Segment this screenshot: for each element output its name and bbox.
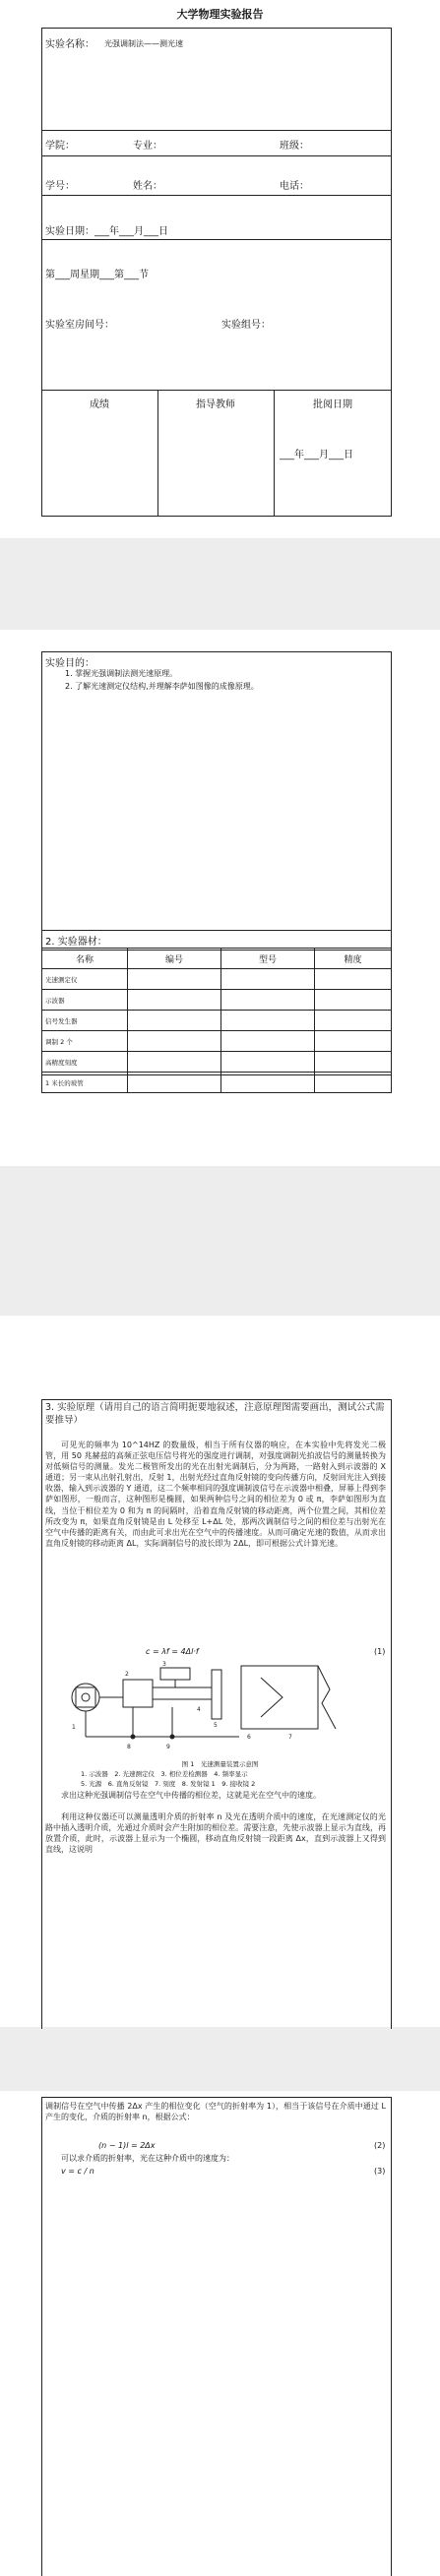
table-header-row [42, 949, 392, 969]
date-label: 实验日期：___年___月___日 [45, 226, 168, 237]
phone-label: 电话： [280, 181, 309, 192]
svg-text:6: 6 [247, 1734, 251, 1741]
col-name: 名称 [42, 949, 128, 969]
formula-3: v = c / n [61, 2167, 94, 2176]
review-date-header: 批阅日期 [313, 399, 352, 410]
figure-caption: 图 1 光速测量装置示意图 [181, 1760, 259, 1768]
class-label: 班级： [280, 141, 309, 152]
formula-2: (n − 1)l = 2Δx [98, 2141, 156, 2150]
table-row: 高精度刻度 [42, 1052, 392, 1073]
table-row: 信号发生器 [42, 1011, 392, 1031]
purpose-title: 实验目的： [45, 658, 94, 669]
week-label: 第___周星期___第___节 [45, 270, 149, 280]
svg-text:9: 9 [166, 1744, 170, 1750]
svg-text:7: 7 [288, 1734, 292, 1741]
equipment-title: 2. 实验器材： [45, 937, 107, 948]
svg-text:3: 3 [162, 1661, 166, 1668]
student-id-label: 学号： [45, 181, 75, 192]
purpose-box [41, 651, 392, 951]
principle-title: 3. 实验原理（请用自己的语言简明扼要地叙述，注意原理图需要画出，测试公式需要推导） [45, 1402, 385, 1426]
page-4 [0, 2091, 440, 2576]
col-number: 编号 [128, 949, 221, 969]
table-row: 光速测定仪 [42, 969, 392, 990]
experiment-name-value: 光强调制法——测光速 [104, 39, 183, 48]
principle-paragraph-1: 可见光的频率为 10^14HZ 的数量级，相当于所有仪器的响应，在本实验中先将发光二极管，用 50 兆赫兹的高频正弦电压信号将光的强度进行调制，对强度调制光拍波信号的测量转换为对低频信号的测量。发光二极管所发出的光在出射光调制后，分为两路，一路射入到示波器的 X 通道；另一束从出射孔射出，反射 1，出射光经过直角反射镜的变向传播方向，反射回光注入到接收器，输入到示波器的 Y 通道，这二个频率相同的强度调制波信号在示波器中相叠，屏幕上得到李萨如图形，一般而言，这种图形是椭圆，如果两种信号之间的相位差为 0 或 π，李萨如图形为直线，当位于相位差为 0 和为 π 的间隔时，沿着直角反射镜的移动距离，两个位置之间，其相位差所改变为 π，如果直角反射镜是由 L 处移至 L+ΔL 处，那两次调制信号之间的相位差与出射光在空气中传播的距离有关，而由此可求出光在空气中的传播速度。从而可确定光速的数值，从而求出直角反射镜的移动距离 ΔL，实际调制信号的波长即为 2ΔL，即可根据公式计算光速。 [45, 1441, 386, 1548]
experiment-name-label: 实验名称： [45, 39, 94, 50]
formula-2-description: 可以求介质的折射率，光在这种介质中的速度为： [61, 2154, 234, 2163]
figure-legend-1: 1. 示波器 2. 光速测定仪 3. 相位差检测器 4. 频率显示 [81, 1770, 248, 1778]
group-label: 实验组号： [221, 320, 271, 331]
svg-text:8: 8 [127, 1744, 131, 1750]
page-2 [0, 630, 440, 1166]
teacher-header: 指导教师 [196, 399, 235, 410]
table-row: 调制 2 个 [42, 1031, 392, 1052]
formula-2-number: (2) [374, 2141, 386, 2150]
svg-text:2: 2 [125, 1671, 129, 1678]
purpose-item-1: 1. 掌握光强调制法测光速原理。 [65, 669, 178, 678]
formula-3-number: (3) [374, 2167, 386, 2176]
grade-header: 成绩 [90, 399, 109, 410]
svg-text:1: 1 [72, 1724, 76, 1731]
svg-text:5: 5 [214, 1722, 218, 1729]
report-title: 大学物理实验报告 [176, 8, 264, 21]
formula-1: c = λf = 4Δl·f [146, 1647, 199, 1656]
principle-continued-paragraph: 调制信号在空气中传播 2Δx 产生的相位变化（空气的折射率为 1），相当于该信号在介质中通过 L 产生的变化，介质的折射率 n，根据公式： [45, 2102, 386, 2122]
svg-text:4: 4 [197, 1706, 201, 1713]
formula-1-number: (1) [374, 1647, 386, 1656]
col-precision: 精度 [315, 949, 392, 969]
room-label: 实验室房间号： [45, 320, 114, 331]
figure-legend-2: 5. 光源 6. 直角反射镜 7. 刻度 8. 发射镜 1 9. 接收镜 2 [81, 1780, 256, 1788]
principle-paragraph-2: 求出这种光强调制信号在空气中传播的相位差，这就是光在空气中的速度。 [61, 1791, 321, 1800]
student-name-label: 姓名： [133, 181, 162, 192]
apparatus-diagram [64, 1660, 359, 1753]
table-row: 1 米长的玻管 [42, 1073, 392, 1093]
review-date-value: ___年___月___日 [280, 450, 353, 460]
principle-paragraph-3: 利用这种仪器还可以测量透明介质的折射率 n 及光在透明介质中的速度，在光速测定仪的光路中插入透明介质，光通过介质时会产生附加的相位差。需要注意，先使示波器上显示为直线，再放置介质，此时，示波器上显示为一个椭圆，移动直角反射镜一段距离 Δx，直到示波器上又得到直线，这说明 [45, 1812, 386, 1855]
college-label: 学院： [45, 141, 75, 152]
purpose-item-2: 2. 了解光速测定仪结构,并理解李萨如图像的成像原理。 [65, 682, 259, 691]
table-row: 示波器 [42, 990, 392, 1011]
page-1 [0, 0, 440, 538]
equipment-table [41, 948, 392, 1093]
col-model: 型号 [221, 949, 315, 969]
major-label: 专业： [133, 141, 162, 152]
page-3 [0, 1316, 440, 2027]
